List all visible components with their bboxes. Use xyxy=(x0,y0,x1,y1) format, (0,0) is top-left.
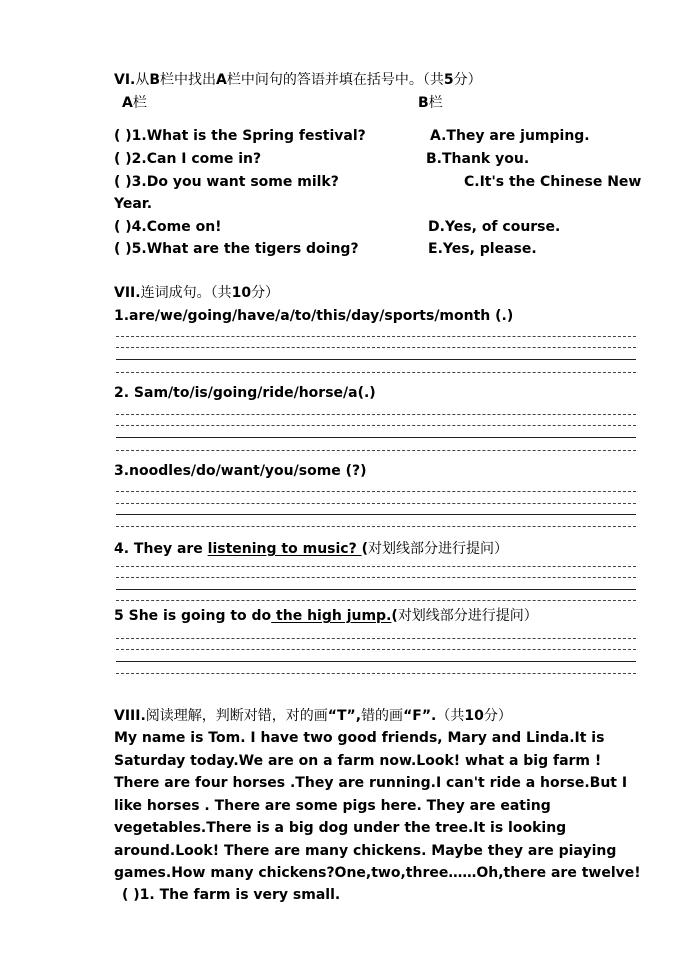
match-question-1: ( )1.What is the Spring festival? xyxy=(114,128,366,144)
answer-line xyxy=(116,503,636,504)
section7-title: VII.连词成句。（共10分） xyxy=(114,285,280,301)
sentence-1: 1.are/we/going/have/a/to/this/day/sports/month (.) xyxy=(114,308,514,324)
column-b-label: B栏 xyxy=(418,95,443,111)
match-question-2: ( )2.Can I come in? xyxy=(114,151,262,167)
answer-line xyxy=(116,336,636,337)
match-question-4: ( )4.Come on! xyxy=(114,219,222,235)
answer-line xyxy=(116,425,636,426)
passage-line: Saturday today.We are on a farm now.Look! what a big farm ! xyxy=(114,753,602,769)
match-answer-a: A.They are jumping. xyxy=(430,128,590,144)
answer-line xyxy=(116,359,636,360)
answer-line xyxy=(116,661,636,662)
judge-question-1: ( )1. The farm is very small. xyxy=(122,887,341,903)
answer-line xyxy=(116,491,636,492)
section8-title: VIII.阅读理解，判断对错，对的画“T”,错的画“F”.（共10分） xyxy=(114,708,512,724)
match-answer-d: D.Yes, of course. xyxy=(428,219,561,235)
answer-line xyxy=(116,514,636,515)
match-answer-b: B.Thank you. xyxy=(426,151,530,167)
answer-line xyxy=(116,649,636,650)
match-answer-e: E.Yes, please. xyxy=(428,241,537,257)
sentence-4: 4. They are listening to music? (对划线部分进行提问） xyxy=(114,541,508,557)
passage-line: like horses . There are some pigs here. They are eating xyxy=(114,798,551,814)
answer-line xyxy=(116,372,636,373)
answer-line xyxy=(116,673,636,674)
match-question-3: ( )3.Do you want some milk? xyxy=(114,174,339,190)
passage-line: games.How many chickens?One,two,three……Oh,there are twelve! xyxy=(114,865,641,881)
match-answer-c: C.It's the Chinese New xyxy=(464,174,642,190)
sentence-3: 3.noodles/do/want/you/some (?) xyxy=(114,463,367,479)
match-question-5: ( )5.What are the tigers doing? xyxy=(114,241,359,257)
answer-line xyxy=(116,414,636,415)
answer-line xyxy=(116,566,636,567)
sentence-5: 5 She is going to do the high jump.(对划线部分进行提问） xyxy=(114,608,538,624)
answer-line xyxy=(116,577,636,578)
passage-line: My name is Tom. I have two good friends, Mary and Linda.It is xyxy=(114,730,605,746)
answer-line xyxy=(116,600,636,601)
answer-line xyxy=(116,526,636,527)
passage-line: around.Look! There are many chickens. Maybe they are piaying xyxy=(114,843,617,859)
sentence-2: 2. Sam/to/is/going/ride/horse/a(.) xyxy=(114,385,376,401)
answer-line xyxy=(116,638,636,639)
answer-line xyxy=(116,589,636,590)
answer-line xyxy=(116,437,636,438)
passage-line: There are four horses .They are running.I can't ride a horse.But I xyxy=(114,775,628,791)
section6-title: VI.从B栏中找出A栏中问句的答语并填在括号中。（共5分） xyxy=(114,72,482,88)
match-answer-c-continued: Year. xyxy=(114,196,153,212)
column-a-label: A栏 xyxy=(122,95,147,111)
answer-line xyxy=(116,450,636,451)
passage-line: vegetables.There is a big dog under the tree.It is looking xyxy=(114,820,567,836)
answer-line xyxy=(116,347,636,348)
